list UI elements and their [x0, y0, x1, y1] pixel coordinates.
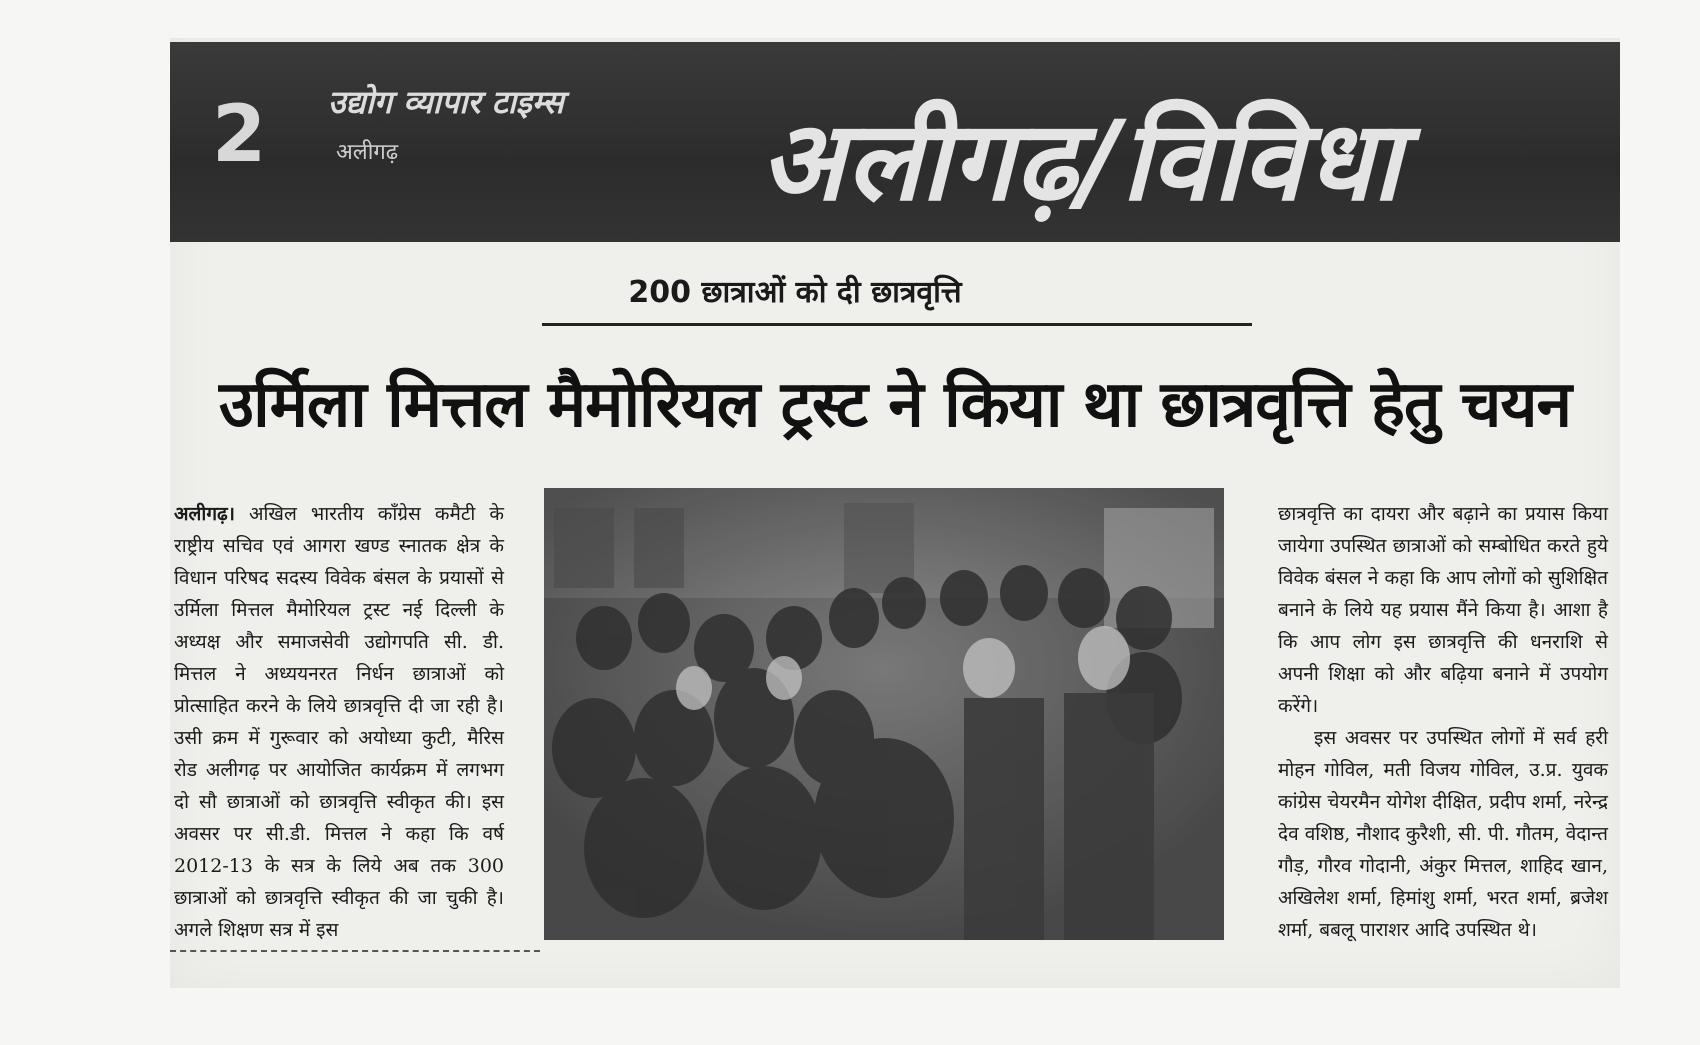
page-number: 2 — [212, 90, 267, 180]
subheading-rule — [542, 323, 1252, 326]
left-column-text: अखिल भारतीय काँग्रेस कमैटी के राष्ट्रीय सचिव एवं आगरा खण्ड स्नातक क्षेत्र के विधान परिषद सदस्य विवेक बंसल के प्रयासों से उर्मिला मित्तल मैमोरियल ट्रस्ट नई दिल्ली के अध्यक्ष और समाजसेवी उद्योगपति सी. डी. मित्तल ने अध्ययनरत निर्धन छात्राओं को प्रोत्साहित करने के लिये छात्रवृत्ति दी जा रही है। उसी क्रम में गुरूवार को अयोध्या कुटी, मैरिस रोड अलीगढ़ पर आयोजित कार्यक्रम में लगभग दो सौ छात्राओं को छात्रवृत्ति स्वीकृत की। इस अवसर पर सी.डी. मित्तल ने कहा कि वर्ष 2012-13 के सत्र के लिये अब तक 300 छात्राओं को छात्रवृत्ति स्वीकृत की जा चुकी है। अगले शिक्षण सत्र में इस — [174, 503, 504, 941]
dateline: अलीगढ़। — [174, 503, 235, 525]
article-headline: उर्मिला मित्तल मैमोरियल ट्रस्ट ने किया था छात्रवृत्ति हेतु चयन — [219, 368, 1571, 442]
news-photo — [544, 488, 1224, 940]
right-column-paragraph-2: इस अवसर पर उपस्थित लोगों में सर्व हरी मोहन गोविल, मती विजय गोविल, उ.प्र. युवक कांग्रेस चेयरमैन योगेश दीक्षित, प्रदीप शर्मा, नरेन्द्र देव वशिष्ठ, नौशाद कुरैशी, सी. पी. गौतम, वेदान्त गौड़, गौरव गोदानी, अंकुर मित्तल, शाहिद खान, अखिलेश शर्मा, हिमांशु शर्मा, भरत शर्मा, ब्रजेश शर्मा, बबलू पाराशर आदि उपस्थित थे। — [1278, 727, 1608, 941]
newspaper-city: अलीगढ़ — [336, 140, 399, 165]
column-bottom-rule — [170, 950, 540, 952]
article-right-column — [1278, 498, 1608, 946]
newspaper-name: उद्योग व्यापार टाइम्स — [328, 83, 564, 121]
right-column-paragraph-1: छात्रवृत्ति का दायरा और बढ़ाने का प्रयास किया जायेगा उपस्थित छात्राओं को सम्बोधित करते हुये विवेक बंसल ने कहा कि आप लोगों को सुशिक्षित बनाने के लिये यह प्रयास मैंने किया है। आशा है कि आप लोग इस छात्रवृत्ति की धनराशि से अपनी शिक्षा को और बढ़िया बनाने में उपयोग करेंगे। — [1278, 503, 1608, 717]
crowd-photo-illustration — [544, 488, 1224, 940]
article-left-column — [174, 498, 504, 946]
newspaper-clipping — [170, 38, 1620, 988]
article-subheading: 200 छात्राओं को दी छात्रवृत्ति — [628, 275, 962, 310]
section-title: अलीगढ़/विविधा — [760, 97, 1403, 225]
masthead-banner — [170, 42, 1620, 242]
